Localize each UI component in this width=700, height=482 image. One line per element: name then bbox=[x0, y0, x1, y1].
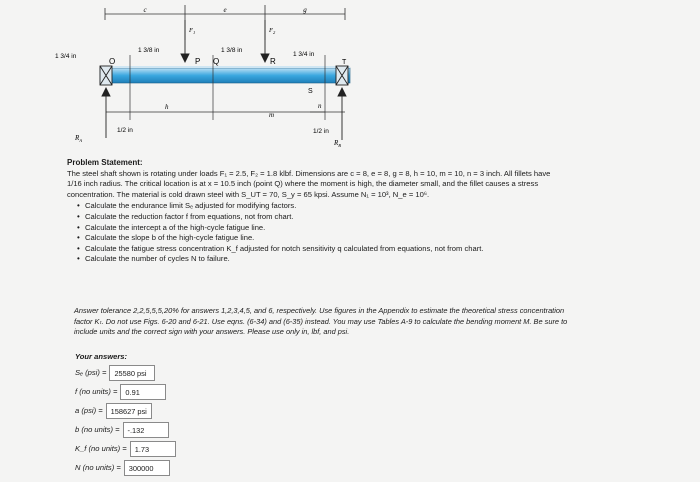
task-item: • Calculate the endurance limit Sₑ adjusted for modifying factors. bbox=[77, 201, 687, 212]
force-f2-label: $F_2$ bbox=[269, 27, 276, 35]
answers-panel bbox=[75, 352, 176, 477]
task-item: • Calculate the fatigue stress concentration K_f adjusted for notch sensitivity q calculated from equations, not from chart. bbox=[77, 244, 687, 255]
right-radius-label: 1 3/4 in bbox=[293, 51, 315, 58]
reaction-right-label: $R_B$ bbox=[334, 139, 342, 148]
reaction-arrow-right bbox=[338, 88, 346, 140]
task-item: • Calculate the intercept a of the high-cycle fatigue line. bbox=[77, 223, 687, 234]
fillet-2-label: 1 3/8 in bbox=[221, 47, 243, 54]
dim-n-label: n bbox=[318, 102, 322, 110]
task-list bbox=[67, 201, 687, 265]
answer-label: b (no units) = bbox=[75, 425, 120, 434]
dim-m-label: m bbox=[269, 111, 275, 119]
answer-row-f bbox=[75, 382, 176, 401]
answer-label: N (no units) = bbox=[75, 463, 121, 472]
tolerance-line-2: factor Kₜ. Do not use Figs. 6-20 and 6-21. Use eqns. (6-34) and (6-35) instead. You may use Tables A-9 to calculate the bending moment M. Be sure to bbox=[74, 316, 568, 326]
reaction-left-label: $R_A$ bbox=[75, 134, 83, 143]
fillet-1-label: 1 3/8 in bbox=[138, 47, 160, 54]
answer-row-a bbox=[75, 401, 176, 420]
force-arrow-f2 bbox=[261, 20, 269, 62]
problem-line-3: concentration. The material is cold drawn steel with S_UT = 70, S_y = 65 kpsi. Assume N₁ = 10³, N_e = 10⁶. bbox=[67, 189, 430, 199]
problem-line-2: 1/16 inch radius. The critical location is at x = 10.5 inch (point Q) where the moment is high, the diameter small, and the fillet causes a stress bbox=[67, 179, 539, 189]
force-arrow-f1 bbox=[181, 20, 189, 62]
left-radius-label: 1 3/4 in bbox=[55, 53, 77, 60]
answer-row-b bbox=[75, 420, 176, 439]
answer-row-se bbox=[75, 363, 176, 382]
dim-g-label: g bbox=[303, 6, 307, 14]
dim-h-label: h bbox=[165, 103, 169, 111]
answer-input-b[interactable]: -.132 bbox=[123, 422, 169, 438]
answer-input-n[interactable]: 300000 bbox=[124, 460, 170, 476]
left-half-in-label: 1/2 in bbox=[117, 127, 133, 134]
answer-label: f (no units) = bbox=[75, 387, 118, 396]
label-o: O bbox=[109, 57, 116, 66]
label-r: R bbox=[270, 57, 276, 66]
left-bearing bbox=[100, 66, 112, 85]
shaft-body bbox=[100, 68, 350, 83]
answer-row-kf bbox=[75, 439, 176, 458]
right-bearing bbox=[336, 66, 348, 85]
reaction-arrow-left bbox=[102, 88, 110, 138]
tolerance-line-1: Answer tolerance 2,2,5,5,5,20% for answers 1,2,3,4,5, and 6, respectively. Use figures in the Appendix to estimate the theoretical stress concentration bbox=[74, 306, 565, 315]
force-f1-label: $F_1$ bbox=[189, 27, 196, 35]
answer-label: K_f (no units) = bbox=[75, 444, 127, 453]
answer-input-f[interactable]: 0.91 bbox=[120, 384, 166, 400]
task-item: • Calculate the number of cycles N to failure. bbox=[77, 254, 687, 265]
label-s: S bbox=[308, 88, 313, 95]
answer-input-a[interactable]: 158627 psi bbox=[106, 403, 152, 419]
problem-header: Problem Statement: bbox=[67, 158, 143, 167]
tolerance-line-3: include units and the correct sign with your answers. Please use only in, lbf, and psi. bbox=[74, 327, 350, 337]
answer-input-kf[interactable]: 1.73 bbox=[130, 441, 176, 457]
right-half-in-label: 1/2 in bbox=[313, 128, 329, 135]
task-item: • Calculate the reduction factor f from equations, not from chart. bbox=[77, 212, 687, 223]
label-p: P bbox=[195, 57, 201, 66]
answer-label: Sₑ (psi) = bbox=[75, 368, 107, 377]
label-q: Q bbox=[213, 57, 220, 66]
answer-label: a (psi) = bbox=[75, 406, 103, 415]
tolerance-note bbox=[74, 306, 664, 338]
dim-e-label: e bbox=[223, 6, 227, 14]
problem-line-1: The steel shaft shown is rotating under loads F₁ = 2.5, F₂ = 1.8 klbf. Dimensions are c = 8, e = 8, g = 8, h = 10, m = 10, n = 3 inch. All fillets have bbox=[67, 168, 551, 178]
problem-statement bbox=[67, 158, 687, 265]
answer-row-n bbox=[75, 458, 176, 477]
task-item: • Calculate the slope b of the high-cycle fatigue line. bbox=[77, 233, 687, 244]
dim-c-label: c bbox=[143, 6, 147, 14]
answer-input-se[interactable]: 25580 psi bbox=[109, 365, 155, 381]
answers-title: Your answers: bbox=[75, 352, 128, 361]
shaft-diagram bbox=[55, 0, 365, 155]
label-t: T bbox=[342, 59, 347, 66]
